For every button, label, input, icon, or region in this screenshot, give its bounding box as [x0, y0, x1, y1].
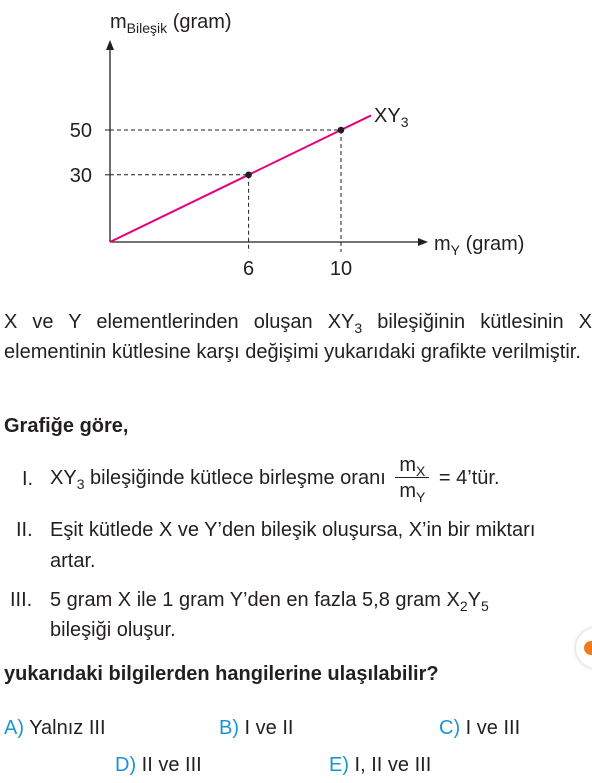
- statement-3-line-1: 5 gram X ile 1 gram Y’den en fazla 5,8 gram $X_2Y_5$: [50, 589, 489, 614]
- series-group: [110, 115, 371, 242]
- data-point-1: [338, 127, 345, 134]
- option-d[interactable]: D) II ve III: [115, 754, 202, 776]
- statement-1: $XY_3$ bileşiğinde kütlece birleşme oranı $\frac{m_X}{m_Y}$ = 4’tür.: [50, 454, 500, 506]
- x-axis-label: $m_Y$ (gram): [434, 233, 525, 258]
- question-intro: X ve Y elementlerinden oluşan $XY_3$ bileşiğinin kütlesinin X elementinin kütlesine karşı değişimi yukarıdaki grafikte verilmiştir.: [4, 311, 592, 363]
- y-tick-label-1: 50: [69, 120, 92, 142]
- y-axis-label: $m_{Bileşik}$ (gram): [110, 11, 232, 36]
- option-e[interactable]: E) I, II ve III: [329, 754, 432, 776]
- data-point-0: [245, 172, 252, 179]
- axes: [106, 40, 428, 246]
- option-a[interactable]: A) Yalnız III: [4, 717, 106, 739]
- orange-dot-icon: [584, 641, 592, 655]
- x-axis-arrow-icon: [418, 238, 428, 246]
- option-b[interactable]: B) I ve II: [219, 717, 294, 739]
- mass-ratio-fraction: $\frac{m_X}{m_Y}$: [395, 454, 429, 503]
- question-lead: Grafiğe göre,: [4, 415, 129, 437]
- option-c[interactable]: C) I ve III: [439, 717, 521, 739]
- statement-2-line-2: artar.: [50, 550, 96, 572]
- question-final: yukarıdaki bilgilerden hangilerine ulaşılabilir?: [4, 663, 439, 685]
- series-line-0: [110, 115, 371, 242]
- x-tick-label-1: 10: [329, 258, 353, 280]
- series-label: $XY_3$: [374, 105, 409, 130]
- statement-3-line-2: bileşiği oluşur.: [50, 619, 176, 641]
- statement-2-line-1: Eşit kütlede X ve Y’den bileşik oluşursa, X’in bir miktarı: [50, 519, 536, 541]
- statement-3-number: III.: [10, 589, 33, 611]
- y-axis-arrow-icon: [106, 40, 114, 50]
- y-tick-label-0: 30: [69, 164, 92, 187]
- x-tick-label-0: 6: [243, 258, 255, 280]
- guide-lines: [105, 130, 341, 252]
- statement-1-number: I.: [22, 468, 34, 490]
- tick-labels: [70, 120, 352, 280]
- statement-2-number: II.: [16, 519, 33, 541]
